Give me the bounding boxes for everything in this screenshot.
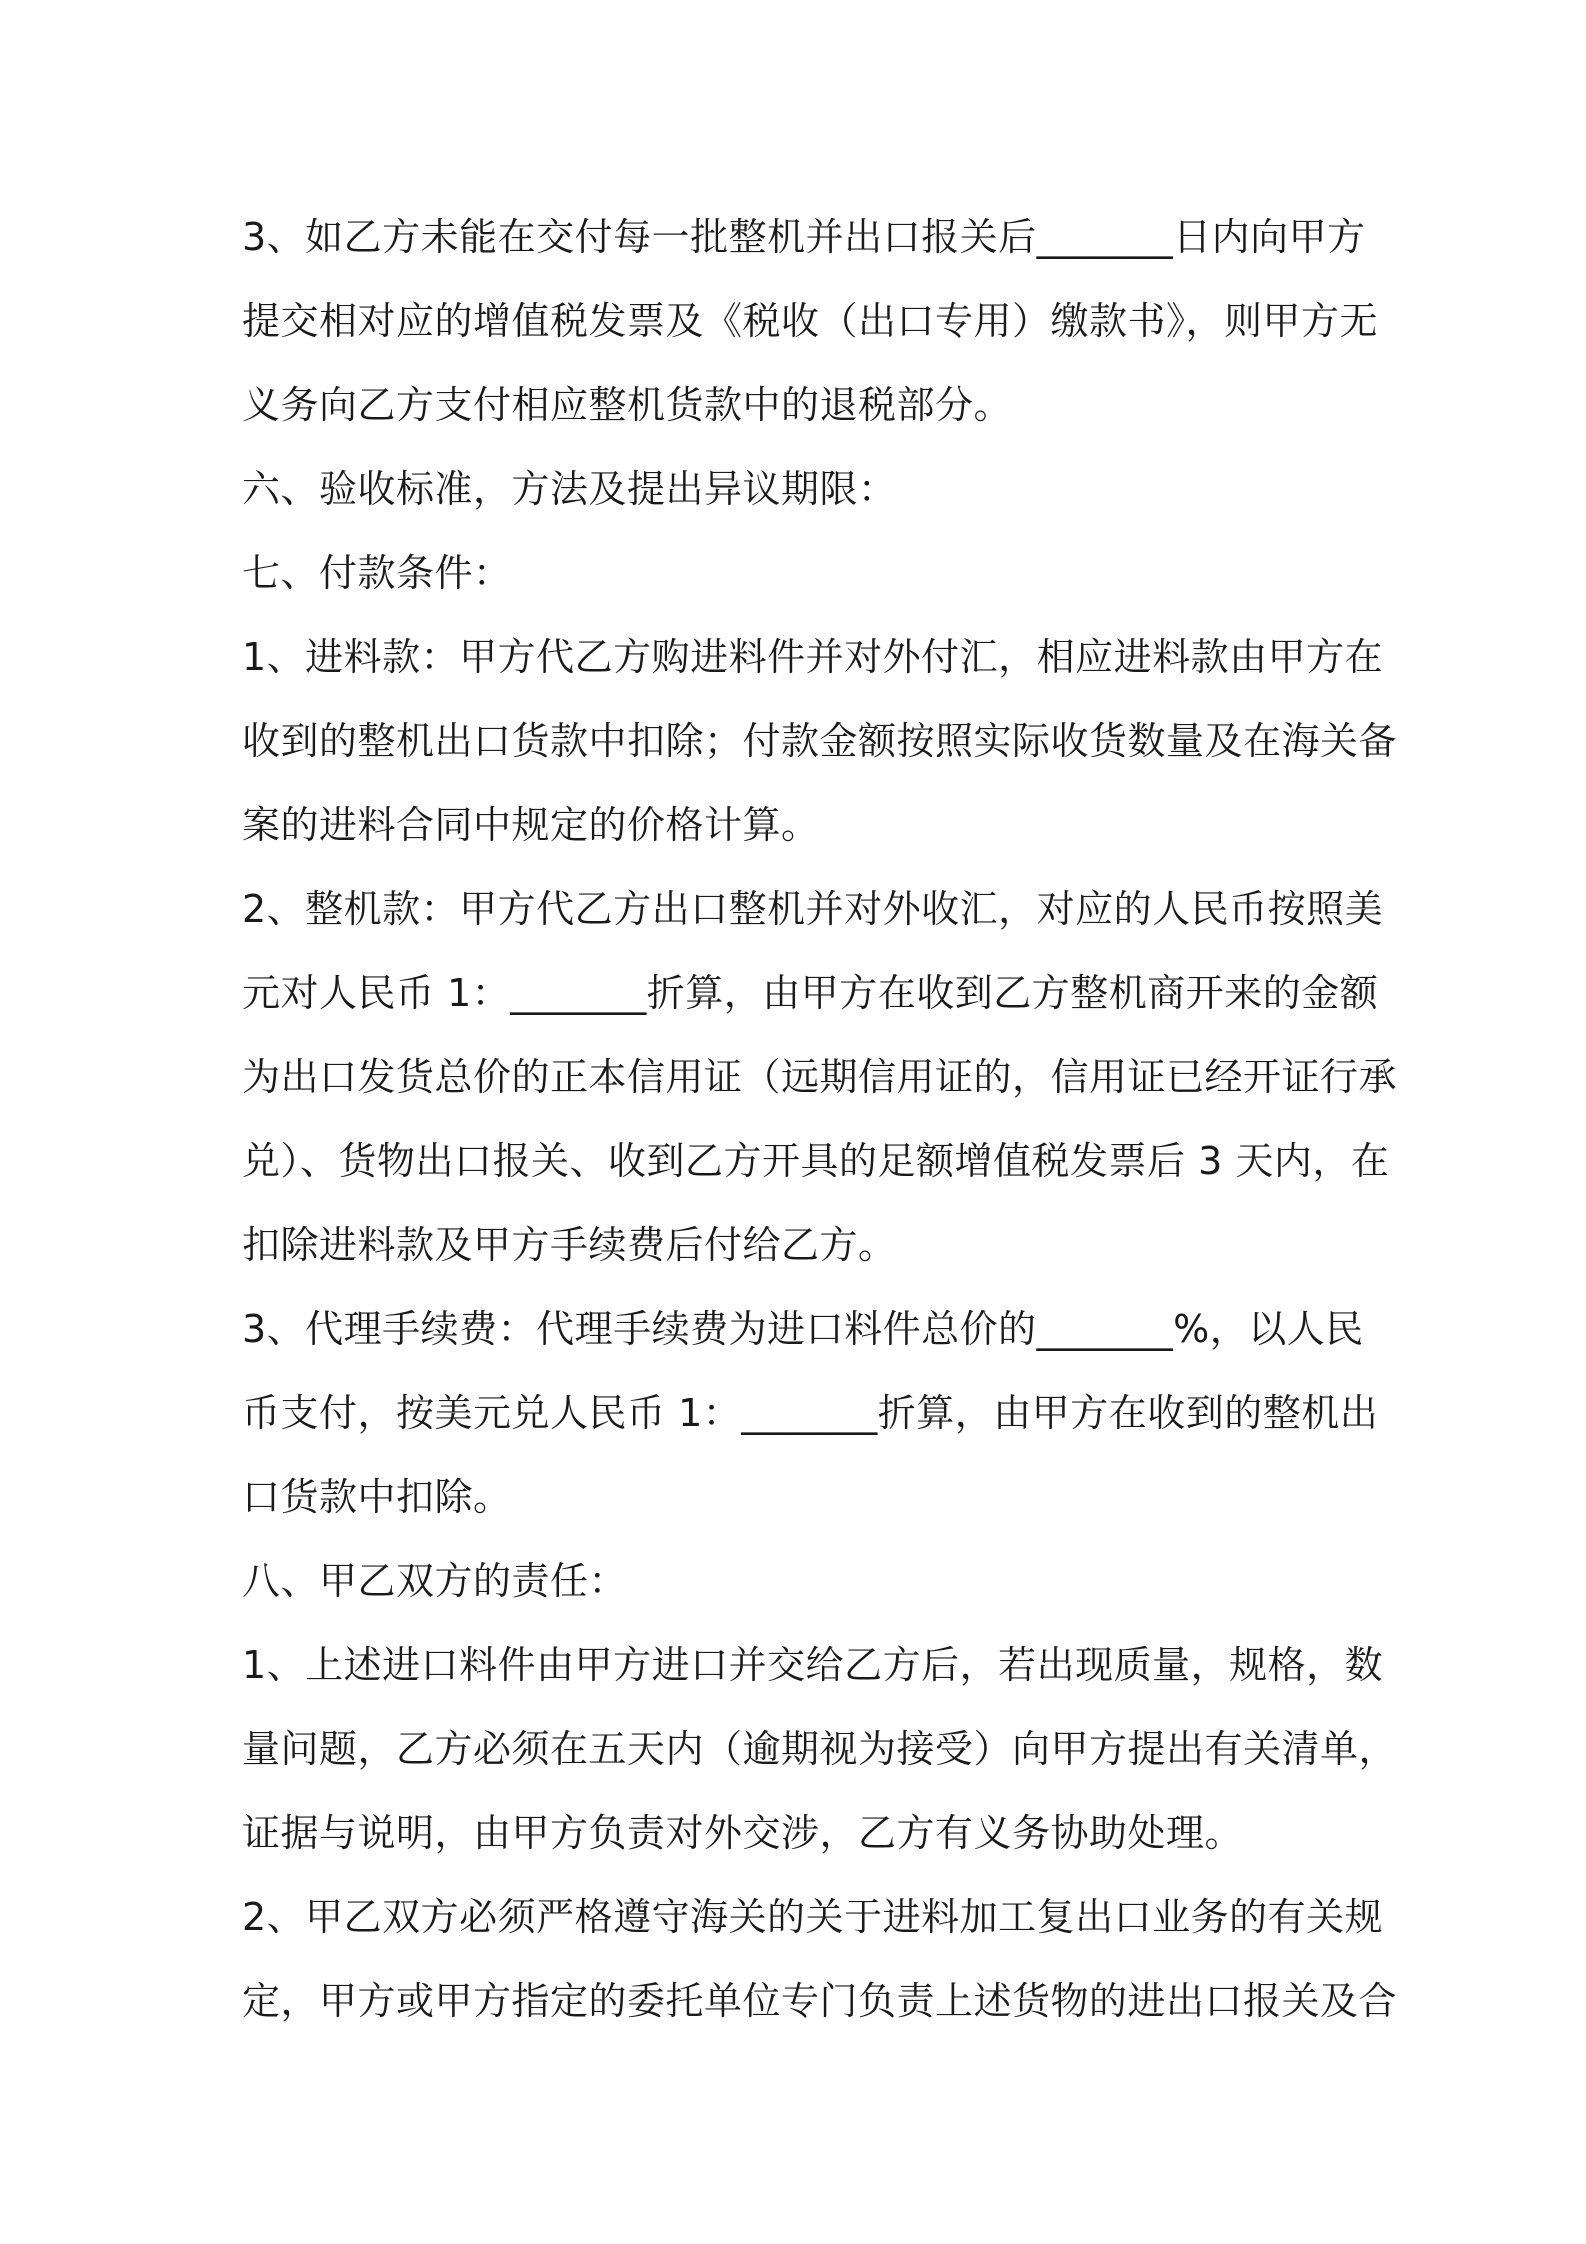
section-heading: 七、付款条件： [242, 551, 512, 595]
text-line: 1、上述进口料件由甲方进口并交给乙方后，若出现质量，规格，数 [242, 1643, 1384, 1687]
text-line: 币支付，按美元兑人民币 1：_______折算，由甲方在收到的整机出 [242, 1391, 1379, 1435]
text-line: 口货款中扣除。 [242, 1475, 512, 1519]
text-line: 扣除进料款及甲方手续费后付给乙方。 [242, 1223, 897, 1267]
text-line: 兑）、货物出口报关、收到乙方开具的足额增值税发票后 3 天内，在 [242, 1139, 1390, 1183]
section-heading: 八、甲乙双方的责任： [242, 1559, 628, 1603]
text-line: 提交相对应的增值税发票及《税收（出口专用）缴款书》，则甲方无 [242, 299, 1379, 343]
text-line: 案的进料合同中规定的价格计算。 [242, 803, 820, 847]
text-line: 量问题，乙方必须在五天内（逾期视为接受）向甲方提出有关清单， [242, 1727, 1398, 1771]
text-line: 证据与说明，由甲方负责对外交涉，乙方有义务协助处理。 [242, 1811, 1244, 1855]
text-line: 收到的整机出口货款中扣除；付款金额按照实际收货数量及在海关备 [242, 719, 1398, 763]
text-line: 元对人民币 1：_______折算，由甲方在收到乙方整机商开来的金额 [242, 971, 1379, 1015]
text-line: 3、代理手续费：代理手续费为进口料件总价的_______%，以人民 [242, 1307, 1364, 1351]
text-line: 义务向乙方支付相应整机货款中的退税部分。 [242, 383, 1013, 427]
text-line: 为出口发货总价的正本信用证（远期信用证的，信用证已经开证行承 [242, 1055, 1398, 1099]
text-line: 2、甲乙双方必须严格遵守海关的关于进料加工复出口业务的有关规 [242, 1895, 1384, 1939]
contract-text [242, 195, 1398, 2043]
text-line: 2、整机款：甲方代乙方出口整机并对外收汇，对应的人民币按照美 [242, 887, 1384, 931]
text-line: 3、如乙方未能在交付每一批整机并出口报关后_______日内向甲方 [242, 215, 1366, 259]
section-heading: 六、验收标准，方法及提出异议期限： [242, 467, 897, 511]
text-line: 1、进料款：甲方代乙方购进料件并对外付汇，相应进料款由甲方在 [242, 635, 1384, 679]
text-line: 定，甲方或甲方指定的委托单位专门负责上述货物的进出口报关及合 [242, 1979, 1398, 2023]
